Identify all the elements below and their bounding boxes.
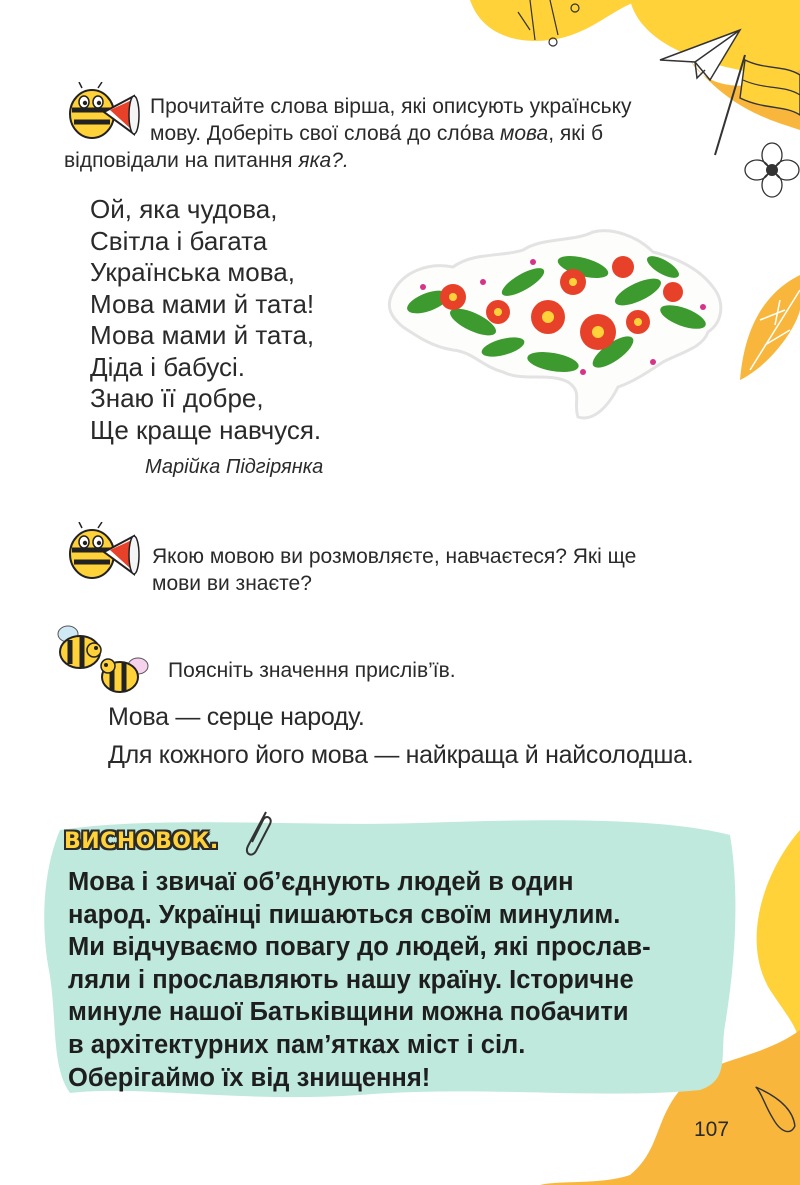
task1-line2: мову. Доберіть свої слова́ до сло́ва мова, які б [150,122,603,145]
two-bees-icon [50,622,150,696]
flower-icon [742,140,800,200]
bee-megaphone-icon [62,82,142,144]
conclusion-line: Мова і звичаї об’єднують людей в один [68,868,574,896]
task3-text: Поясніть значення прислів’їв. [168,659,456,682]
poem-line: Діда і бабусі. [90,351,246,382]
conclusion-line: ляли і прославляють нашу країну. Історичне [68,965,634,994]
leaf-icon [730,270,800,390]
proverb: Мова — серце народу. [108,703,365,731]
poem-line: Ще краще навчуся. [90,414,322,445]
task1-line3: відповідали на питання яка?. [64,149,349,172]
task1-line1: Прочитайте слова вірша, які описують українську [150,95,632,118]
poem-author: Марійка Підгірянка [145,456,324,478]
paperclip-icon [238,806,274,860]
page-number: 107 [694,1118,730,1141]
poem-line: Ой, яка чудова, [90,194,278,224]
conclusion-line: народ. Українці пишаються своїм минулим. [68,900,621,929]
task2-line2: мови ви знаєте? [152,572,312,595]
conclusion-line: в архітектурних пам’ятках міст і сіл. [68,1030,526,1059]
conclusion-line: Ми відчуваємо повагу до людей, які прослав- [68,933,651,962]
conclusion-line: Оберігаймо їх від знищення! [68,1063,431,1092]
conclusion-label: ВИСНОВОК. [64,829,219,854]
poem-line: Українська мова, [90,257,295,287]
poem-line: Мова мами й тата! [90,288,315,319]
poem [90,194,321,446]
bee-megaphone-icon [62,522,142,584]
poem-line: Мова мами й тата, [90,320,315,350]
ukraine-map-ornament [383,222,728,432]
task2-line1: Якою мовою ви розмовляєте, навчаєтеся? Які ще [152,545,637,568]
conclusion-line: минуле нашої Батьківщини можна побачити [68,998,629,1027]
conclusion-text [68,866,651,1094]
proverb: Для кожного його мова — найкраща й найсолодша. [108,741,694,769]
poem-line: Світла і багата [90,225,268,256]
poem-line: Знаю її добре, [90,383,264,413]
